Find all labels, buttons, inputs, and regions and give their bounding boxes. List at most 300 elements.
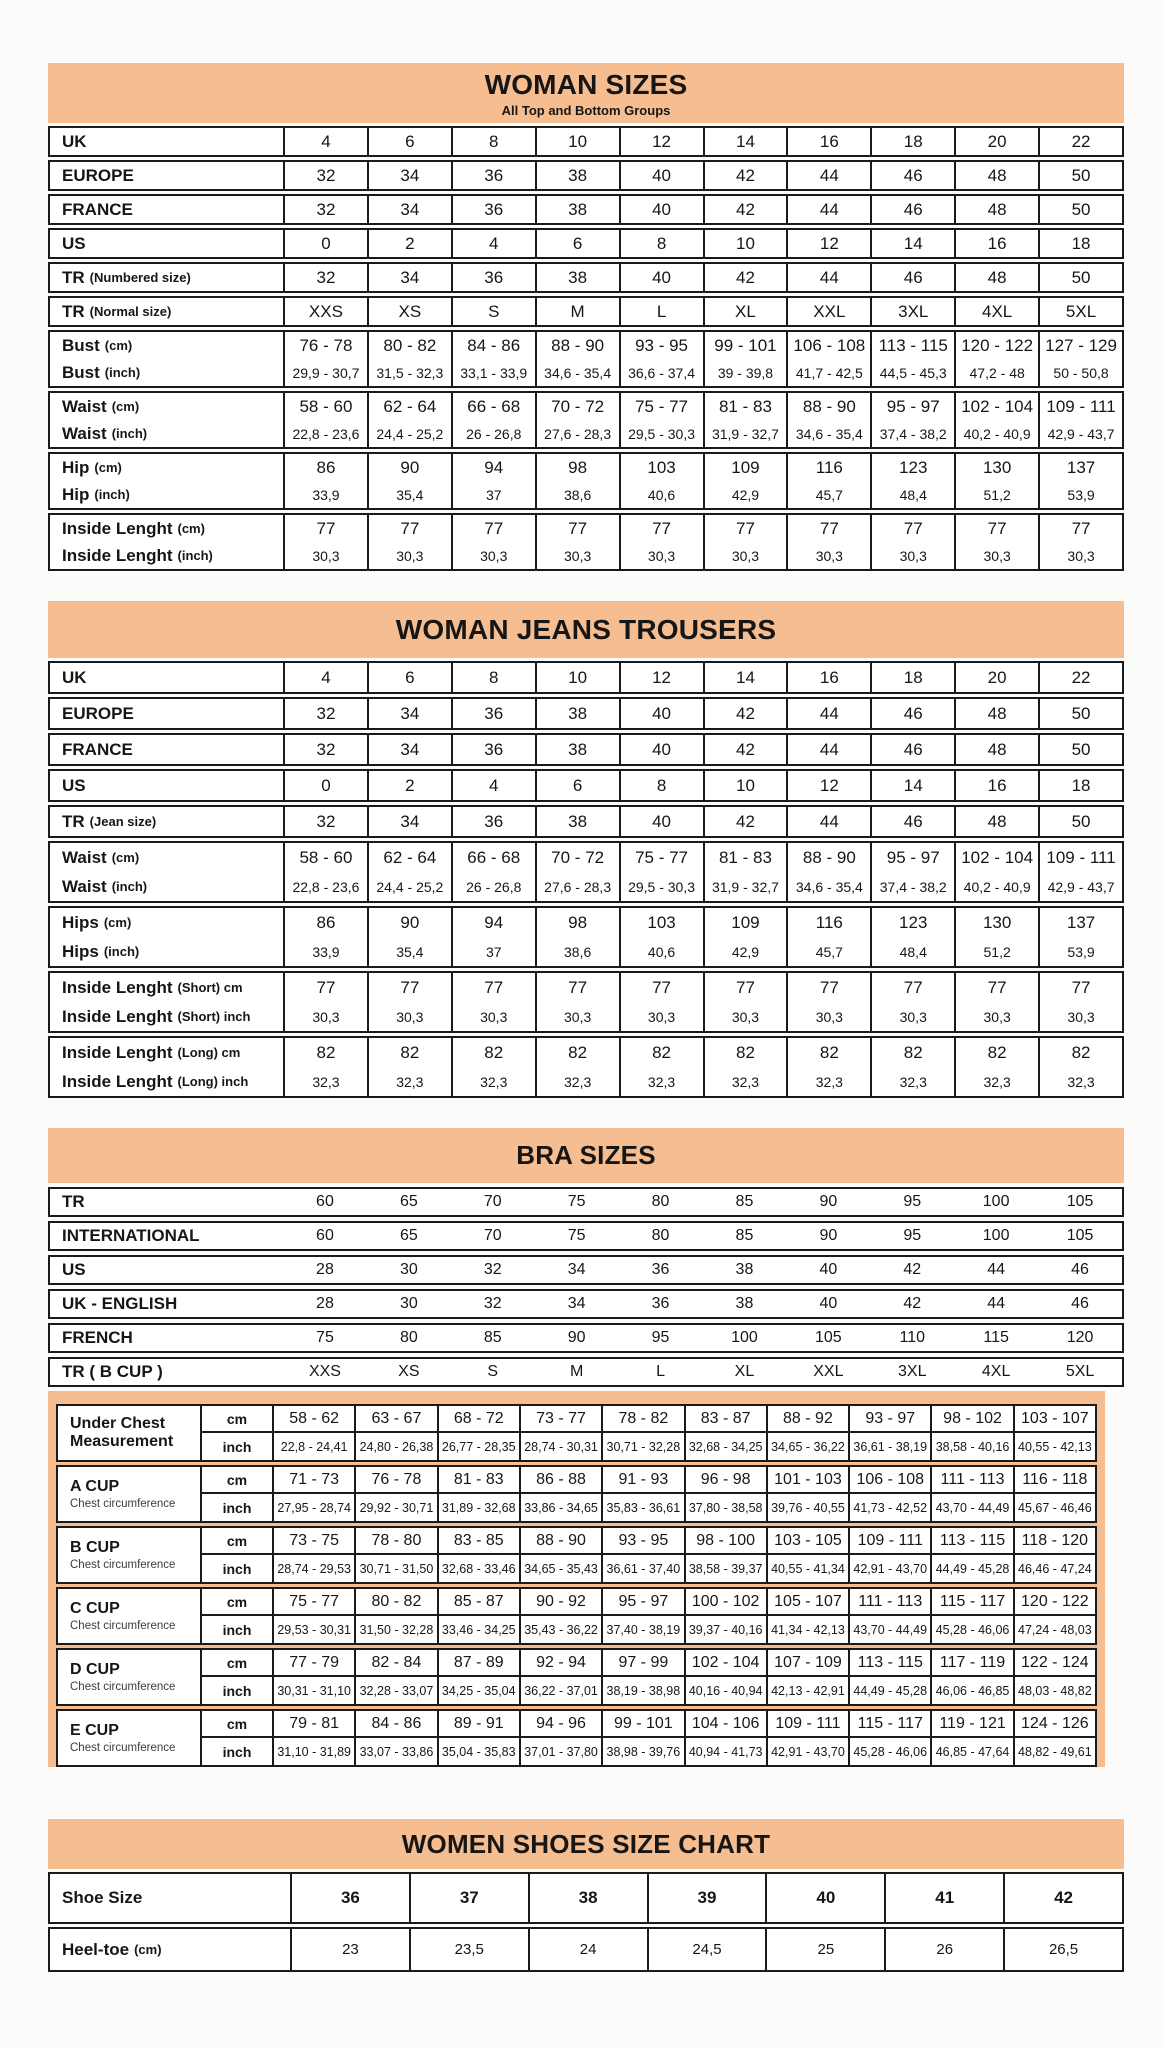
size-value: 37,4 - 38,2: [870, 872, 954, 901]
cup-label: [58, 1650, 202, 1704]
size-value: XXL: [786, 298, 870, 325]
cup-label-text: C CUP: [70, 1600, 120, 1618]
cup-inch-value: 32,68 - 33,46: [437, 1555, 519, 1582]
cup-cm-value: 86 - 88: [519, 1467, 601, 1494]
size-value: 36: [451, 699, 535, 728]
size-value: 53,9: [1038, 481, 1122, 508]
cup-label-text: D CUP: [70, 1661, 120, 1679]
size-value: 75 - 77: [619, 843, 703, 872]
cup-inch-value: 43,70 - 44,49: [848, 1616, 930, 1643]
cup-cm-value: 81 - 83: [437, 1467, 519, 1494]
size-value: S: [451, 298, 535, 325]
size-value: 60: [316, 1193, 334, 1210]
size-value: 48: [954, 264, 1038, 291]
size-value: 82: [786, 1038, 870, 1067]
size-value: 3XL: [898, 1363, 927, 1380]
size-value: 65: [399, 1227, 418, 1244]
cup-label-text: Under Chest Measurement: [70, 1414, 174, 1450]
row-label-text: TR: [62, 301, 85, 321]
size-value: 44: [987, 1295, 1006, 1312]
cup-cm-value: 104 - 106: [684, 1711, 766, 1738]
size-value: 82: [451, 1038, 535, 1067]
size-value: 32: [283, 264, 367, 291]
cup-cm-value: 103 - 105: [766, 1528, 848, 1555]
size-row-group: [48, 126, 1124, 157]
cup-cm-value: 115 - 117: [930, 1589, 1012, 1616]
cup-label-sub: Chest circumference: [70, 1680, 176, 1693]
size-value: 48: [954, 735, 1038, 764]
size-value: 46: [1071, 1295, 1089, 1312]
size-value: 34,6 - 35,4: [786, 872, 870, 901]
size-value: 30,3: [1038, 1002, 1122, 1031]
row-label-text: TR ( B CUP ): [62, 1362, 163, 1381]
size-value: 123: [870, 908, 954, 937]
size-value: 85: [483, 1329, 502, 1346]
row-label-note: (cm): [177, 521, 205, 536]
size-value: 30,3: [954, 542, 1038, 569]
unit-cm-label: cm: [202, 1528, 272, 1555]
cup-cm-value: 100 - 102: [684, 1589, 766, 1616]
size-value: 33,9: [283, 937, 367, 966]
cup-inch-value: 35,04 - 35,83: [437, 1738, 519, 1765]
row-label-text: US: [62, 775, 86, 795]
size-value: 44: [786, 735, 870, 764]
size-value: XXS: [283, 298, 367, 325]
size-value: 42: [703, 735, 787, 764]
size-value: 30,3: [703, 542, 787, 569]
size-row-group: [48, 906, 1124, 968]
size-value: 30,3: [786, 542, 870, 569]
size-value: 77: [451, 973, 535, 1002]
cup-cm-value: 98 - 102: [930, 1406, 1012, 1433]
size-value: 12: [619, 128, 703, 155]
size-value: 10: [535, 663, 619, 692]
cup-cm-value: 68 - 72: [437, 1406, 519, 1433]
size-value: 130: [954, 908, 1038, 937]
size-value: 30,3: [283, 1002, 367, 1031]
size-value: 82: [870, 1038, 954, 1067]
size-value: 40: [619, 735, 703, 764]
row-label: [50, 481, 283, 508]
cup-inch-value: 31,50 - 32,28: [354, 1616, 436, 1643]
size-value: 40: [619, 196, 703, 223]
size-value: 32: [283, 162, 367, 189]
row-label-note: (inch): [111, 426, 148, 441]
size-value: 29,9 - 30,7: [283, 359, 367, 386]
size-value: 0: [283, 230, 367, 257]
size-value: 75: [567, 1227, 586, 1244]
cup-cm-value: 105 - 107: [766, 1589, 848, 1616]
size-value: 77: [870, 973, 954, 1002]
cup-cm-value: 115 - 117: [848, 1711, 930, 1738]
cup-label-text: E CUP: [70, 1722, 119, 1740]
size-value: 40: [765, 1874, 884, 1922]
cup-inch-value: 36,61 - 38,19: [848, 1433, 930, 1460]
row-label: [50, 973, 283, 1002]
bra-sizes-rows: [48, 1187, 1124, 1387]
size-value: 4: [283, 663, 367, 692]
jeans-trousers-table: [48, 601, 1124, 1098]
size-value: 10: [535, 128, 619, 155]
size-value: 36: [451, 196, 535, 223]
size-value: 90: [367, 454, 451, 481]
size-value: 77: [619, 973, 703, 1002]
size-value: 80: [651, 1193, 670, 1210]
size-value: 77: [703, 973, 787, 1002]
row-label-text: Waist: [62, 423, 107, 443]
size-value: 105: [814, 1329, 842, 1346]
size-value: 38,6: [535, 481, 619, 508]
size-value: 77: [283, 515, 367, 542]
size-value: 34: [367, 162, 451, 189]
size-value: 76 - 78: [283, 332, 367, 359]
woman-sizes-rows: [48, 126, 1124, 571]
row-label-text: Inside Lenght: [62, 977, 173, 997]
size-value: 34: [567, 1261, 586, 1278]
size-value: 18: [1038, 771, 1122, 800]
size-value: 23,5: [409, 1929, 528, 1970]
cup-inch-value: 37,40 - 38,19: [601, 1616, 683, 1643]
cup-inch-value: 33,46 - 34,25: [437, 1616, 519, 1643]
size-value: 40,2 - 40,9: [954, 420, 1038, 447]
size-value: 44,5 - 45,3: [870, 359, 954, 386]
cup-label: [58, 1711, 202, 1765]
size-value: 50 - 50,8: [1038, 359, 1122, 386]
row-label-text: UK: [62, 131, 87, 151]
row-label: [50, 872, 283, 901]
size-value: 34: [367, 735, 451, 764]
size-value: 4: [283, 128, 367, 155]
size-value: 120: [1066, 1329, 1094, 1346]
size-value: 82: [954, 1038, 1038, 1067]
size-value: 88 - 90: [786, 393, 870, 420]
row-label-text: Inside Lenght: [62, 518, 173, 538]
size-value: 44: [786, 196, 870, 223]
size-value: 45,7: [786, 481, 870, 508]
size-value: 105: [1066, 1227, 1094, 1244]
size-value: 4XL: [954, 298, 1038, 325]
cup-cm-value: 73 - 77: [519, 1406, 601, 1433]
size-value: 30,3: [283, 542, 367, 569]
size-value: 100: [731, 1329, 758, 1346]
cup-label-sub: Chest circumference: [70, 1741, 176, 1754]
size-value: 82: [367, 1038, 451, 1067]
shoes-size-title: WOMEN SHOES SIZE CHART: [401, 1828, 771, 1859]
jeans-trousers-rows: [48, 661, 1124, 1098]
size-value: 44: [786, 807, 870, 836]
unit-cm-label: cm: [202, 1406, 272, 1433]
cup-cm-value: 116 - 118: [1013, 1467, 1095, 1494]
shoes-size-rows: [48, 1872, 1124, 1972]
size-value: 77: [954, 515, 1038, 542]
row-label: [50, 1929, 290, 1970]
size-value: 60: [316, 1227, 334, 1244]
size-value: 42,9: [703, 937, 787, 966]
size-value: 27,6 - 28,3: [535, 872, 619, 901]
cup-inch-value: 34,65 - 36,22: [766, 1433, 848, 1460]
cup-inch-value: 45,28 - 46,06: [930, 1616, 1012, 1643]
size-value: 16: [954, 771, 1038, 800]
size-value: 41: [884, 1874, 1003, 1922]
cup-inch-value: 37,80 - 38,58: [684, 1494, 766, 1521]
row-label-note: (Long) inch: [177, 1074, 249, 1089]
size-value: 120 - 122: [954, 332, 1038, 359]
size-value: XL: [734, 1363, 755, 1380]
cup-cm-value: 71 - 73: [272, 1467, 354, 1494]
size-value: 12: [786, 771, 870, 800]
size-value: 70 - 72: [535, 843, 619, 872]
size-value: 30,3: [367, 542, 451, 569]
size-value: 42: [703, 162, 787, 189]
cup-cm-value: 88 - 90: [519, 1528, 601, 1555]
size-value: 16: [786, 128, 870, 155]
cup-inch-value: 36,22 - 37,01: [519, 1677, 601, 1704]
size-value: 32: [483, 1295, 502, 1312]
cup-cm-value: 82 - 84: [354, 1650, 436, 1677]
cup-row-group: [56, 1404, 1097, 1462]
size-row-group: [48, 296, 1124, 327]
size-value: 102 - 104: [954, 843, 1038, 872]
size-value: 42: [903, 1261, 922, 1278]
size-value: 42: [703, 807, 787, 836]
cup-cm-value: 102 - 104: [684, 1650, 766, 1677]
row-label-text: EUROPE: [62, 703, 134, 723]
cup-inch-value: 42,13 - 42,91: [766, 1677, 848, 1704]
row-label: [50, 1291, 283, 1317]
size-value: 80: [651, 1227, 670, 1244]
size-value: 16: [786, 663, 870, 692]
size-value: 35,4: [367, 481, 451, 508]
row-label: [50, 735, 283, 764]
size-value: 44: [786, 699, 870, 728]
row-label: [50, 1223, 283, 1249]
row-label-note: (cm): [111, 399, 140, 414]
size-value: 81 - 83: [703, 843, 787, 872]
row-label: [50, 1325, 283, 1351]
size-value: 14: [870, 771, 954, 800]
size-value: 30,3: [451, 542, 535, 569]
size-value: 88 - 90: [535, 332, 619, 359]
size-value: 77: [786, 973, 870, 1002]
size-value: 4: [451, 771, 535, 800]
size-value: 39 - 39,8: [703, 359, 787, 386]
size-value: 77: [451, 515, 535, 542]
size-value: 32: [283, 807, 367, 836]
row-label: [50, 264, 283, 291]
row-label-text: US: [62, 233, 86, 253]
size-value: 44: [786, 264, 870, 291]
size-value: 80 - 82: [367, 332, 451, 359]
cup-inch-value: 38,58 - 39,37: [684, 1555, 766, 1582]
size-value: 95: [903, 1193, 922, 1210]
row-label: [50, 699, 283, 728]
cup-inch-value: 40,94 - 41,73: [684, 1738, 766, 1765]
size-value: 28: [316, 1261, 334, 1278]
row-label: [50, 771, 283, 800]
size-value: 48,4: [870, 937, 954, 966]
row-label: [50, 1038, 283, 1067]
cup-cm-value: 119 - 121: [930, 1711, 1012, 1738]
jeans-trousers-header: [48, 601, 1124, 658]
cup-cm-value: 113 - 115: [930, 1528, 1012, 1555]
size-row-group: [48, 1187, 1124, 1217]
size-row-group: [48, 1221, 1124, 1251]
row-label-text: Bust: [62, 335, 100, 355]
cup-cm-value: 99 - 101: [601, 1711, 683, 1738]
size-value: 40,6: [619, 937, 703, 966]
row-label: [50, 1359, 283, 1385]
cup-inch-value: 27,95 - 28,74: [272, 1494, 354, 1521]
size-value: 14: [703, 663, 787, 692]
cup-inch-value: 22,8 - 24,41: [272, 1433, 354, 1460]
size-value: 31,9 - 32,7: [703, 872, 787, 901]
size-value: 34: [367, 196, 451, 223]
unit-cm-label: cm: [202, 1467, 272, 1494]
size-row-group: [48, 228, 1124, 259]
size-value: 38: [535, 807, 619, 836]
cup-inch-value: 47,24 - 48,03: [1013, 1616, 1095, 1643]
size-value: 36: [290, 1874, 409, 1922]
size-value: 32,3: [1038, 1067, 1122, 1096]
size-value: 34: [367, 807, 451, 836]
size-value: 31,5 - 32,3: [367, 359, 451, 386]
row-label: [50, 230, 283, 257]
row-label: [50, 1257, 283, 1283]
size-value: 12: [619, 663, 703, 692]
size-value: 35,4: [367, 937, 451, 966]
size-value: 36: [451, 264, 535, 291]
size-value: 42: [903, 1295, 922, 1312]
size-value: 48: [954, 807, 1038, 836]
size-value: 106 - 108: [786, 332, 870, 359]
size-value: 75: [316, 1329, 334, 1346]
row-label: [50, 843, 283, 872]
size-value: 77: [619, 515, 703, 542]
size-value: XXL: [813, 1363, 844, 1380]
row-label-text: TR: [62, 267, 85, 287]
cup-cm-value: 97 - 99: [601, 1650, 683, 1677]
row-label-text: Hips: [62, 941, 99, 961]
size-value: 65: [399, 1193, 418, 1210]
row-label-note: (cm): [103, 915, 132, 930]
row-label-note: (Jean size): [89, 814, 157, 829]
size-value: 77: [786, 515, 870, 542]
cup-inch-value: 28,74 - 30,31: [519, 1433, 601, 1460]
size-value: 38: [735, 1295, 754, 1312]
cup-inch-value: 41,73 - 42,52: [848, 1494, 930, 1521]
size-value: 27,6 - 28,3: [535, 420, 619, 447]
size-value: 46: [870, 264, 954, 291]
row-label-note: (inch): [103, 944, 140, 959]
row-label: [50, 1189, 283, 1215]
size-value: 30,3: [870, 542, 954, 569]
cup-label-sub: Chest circumference: [70, 1619, 176, 1632]
size-value: 32: [283, 699, 367, 728]
size-row-group: [48, 769, 1124, 802]
size-value: 90: [367, 908, 451, 937]
size-value: 32,3: [451, 1067, 535, 1096]
size-value: 113 - 115: [870, 332, 954, 359]
size-value: 100: [982, 1193, 1010, 1210]
cup-cm-value: 124 - 126: [1013, 1711, 1095, 1738]
size-value: 42: [703, 264, 787, 291]
size-value: XS: [398, 1363, 420, 1380]
size-value: 36: [651, 1261, 670, 1278]
row-label-text: Inside Lenght: [62, 1006, 173, 1026]
row-label-note: (cm): [104, 338, 133, 353]
size-row-group: [48, 733, 1124, 766]
cup-inch-value: 39,76 - 40,55: [766, 1494, 848, 1521]
size-value: 38: [535, 264, 619, 291]
size-value: 70: [483, 1227, 502, 1244]
size-value: 37: [451, 481, 535, 508]
cup-inch-value: 35,83 - 36,61: [601, 1494, 683, 1521]
row-label-text: Inside Lenght: [62, 1042, 173, 1062]
row-label-text: EUROPE: [62, 165, 134, 185]
row-label: [50, 298, 283, 325]
cup-label-sub: Chest circumference: [70, 1558, 176, 1571]
row-label: [50, 393, 283, 420]
woman-sizes-title: WOMAN SIZES: [484, 68, 688, 100]
size-value: 8: [619, 230, 703, 257]
row-label: [50, 937, 283, 966]
row-label-text: TR: [62, 811, 85, 831]
cup-label-sub: Chest circumference: [70, 1497, 176, 1510]
size-value: 8: [451, 663, 535, 692]
cup-cm-value: 88 - 92: [766, 1406, 848, 1433]
size-value: 50: [1038, 264, 1122, 291]
size-value: 38: [735, 1261, 754, 1278]
cup-inch-value: 32,28 - 33,07: [354, 1677, 436, 1704]
row-label-text: Waist: [62, 876, 107, 896]
size-value: 50: [1038, 807, 1122, 836]
row-label-text: Shoe Size: [62, 1888, 143, 1907]
size-value: 84 - 86: [451, 332, 535, 359]
size-row-group: [48, 262, 1124, 293]
size-value: 34,6 - 35,4: [786, 420, 870, 447]
cup-cm-value: 109 - 111: [848, 1528, 930, 1555]
cup-row-group: [56, 1587, 1097, 1645]
shoes-size-header: [48, 1819, 1124, 1869]
row-label: [50, 359, 283, 386]
size-value: 16: [954, 230, 1038, 257]
size-value: 30,3: [786, 1002, 870, 1031]
size-value: 90: [819, 1193, 838, 1210]
size-value: 32,3: [870, 1067, 954, 1096]
size-value: 5XL: [1038, 298, 1122, 325]
size-value: 30,3: [1038, 542, 1122, 569]
row-label-text: UK: [62, 667, 87, 687]
jeans-trousers-title: WOMAN JEANS TROUSERS: [395, 613, 777, 645]
size-value: 6: [535, 230, 619, 257]
size-value: S: [487, 1363, 499, 1380]
size-value: 77: [535, 515, 619, 542]
cup-inch-value: 45,67 - 46,46: [1013, 1494, 1095, 1521]
size-value: 2: [367, 230, 451, 257]
row-label-text: TR: [62, 1192, 85, 1211]
cup-inch-value: 44,49 - 45,28: [848, 1677, 930, 1704]
cup-inch-value: 48,82 - 49,61: [1013, 1738, 1095, 1765]
size-value: 30,3: [367, 1002, 451, 1031]
size-value: 77: [535, 973, 619, 1002]
size-value: 32,3: [703, 1067, 787, 1096]
row-label-text: FRANCE: [62, 739, 133, 759]
size-value: 46: [870, 807, 954, 836]
size-value: L: [619, 298, 703, 325]
size-value: 130: [954, 454, 1038, 481]
size-value: 32,3: [786, 1067, 870, 1096]
size-value: 77: [1038, 973, 1122, 1002]
